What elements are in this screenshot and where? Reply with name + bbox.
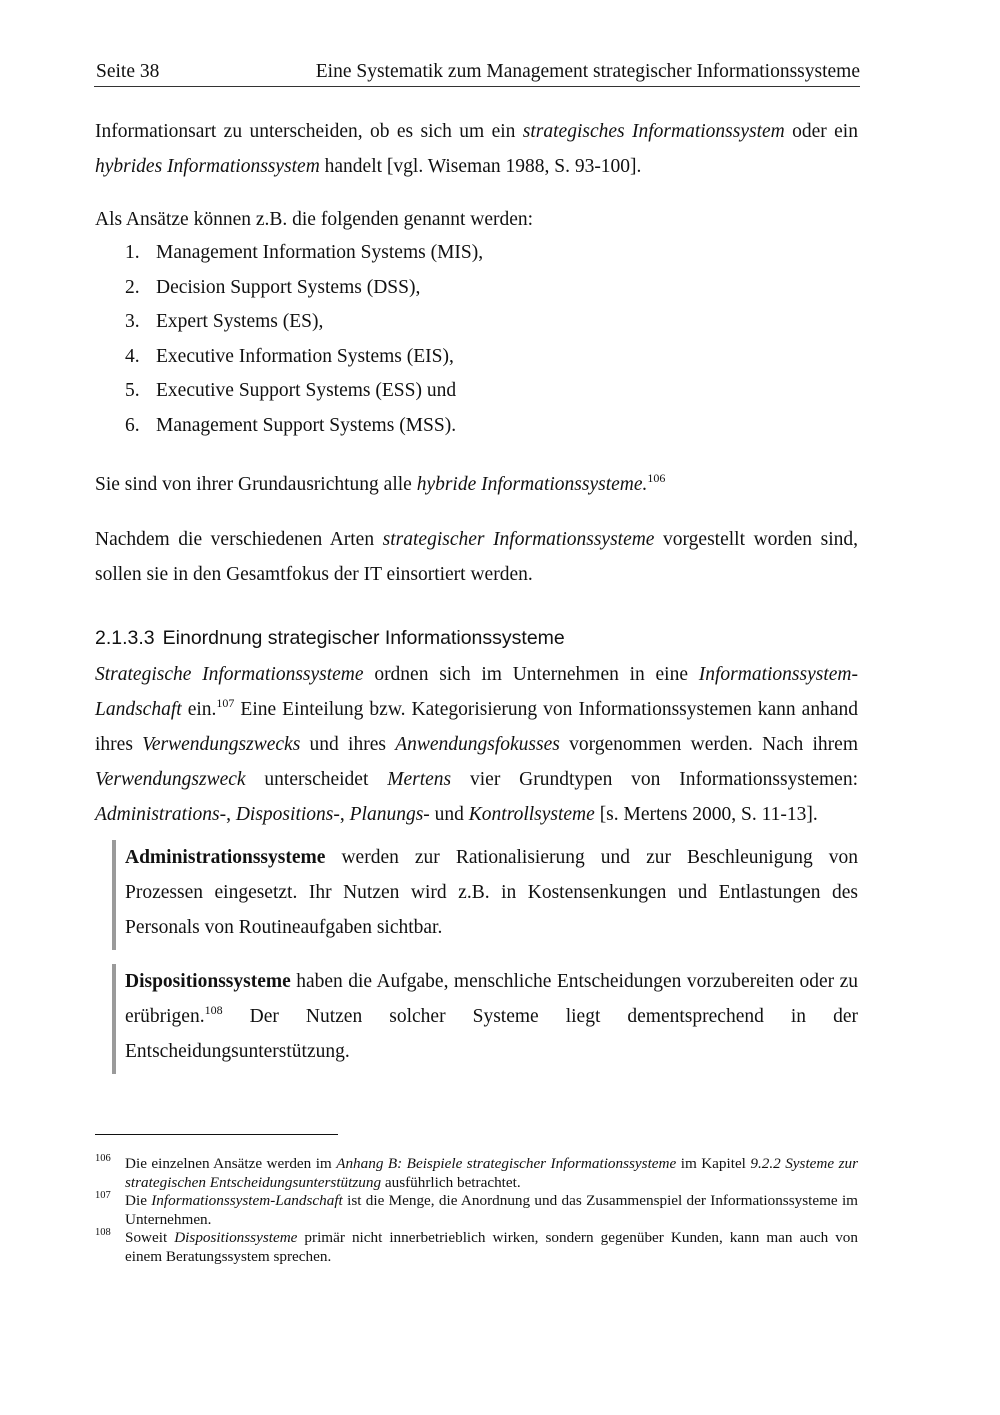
footnote-ref-106: 106 [647,471,666,485]
definition-box-disposition [112,964,858,1074]
list-item: 4. Executive Information Systems (EIS), [125,345,454,367]
approaches-intro: Als Ansätze können z.B. die folgenden genannt werden: [95,209,534,230]
list-item: 2. Decision Support Systems (DSS), [125,276,421,298]
footnote-107: 107 Die Informationssystem-Landschaft ist die Menge, die Anordnung und das Zusammenspiel der Informationssysteme im Unternehmen. [95,1190,858,1228]
list-item: 6. Management Support Systems (MSS). [125,414,457,436]
page-number: Seite 38 [96,61,160,82]
paragraph-information-type: Informationsart zu unterscheiden, ob es sich um ein strategisches Informationssystem oder ein hybrides Informationssystem handelt [vgl. Wiseman 1988, S. 93-100]. [95,121,858,177]
definition-text: Administrationssysteme werden zur Rationalisierung und zur Beschleunigung von Prozessen eingesetzt. Ihr Nutzen wird z.B. in Kostensenkungen und Entlastungen des Personals von Routineaufgaben sichtbar. [125,847,858,938]
footnote-ref-108: 108 [204,1003,223,1017]
footnote-ref-107: 107 [216,696,235,710]
paragraph-hybrid: Sie sind von ihrer Grundausrichtung alle hybride Informationssysteme.$^{106}$ [95,471,666,495]
definition-box-administration [112,840,858,950]
approaches-list [95,236,483,444]
footnotes [95,1155,858,1266]
list-item: 3. Expert Systems (ES), [125,311,324,333]
footnote-106: 106 Die einzelnen Ansätze werden im Anhang B: Beispiele strategischer Informationssysteme im Kapitel 9.2.2 Systeme zur strategischen Entscheidungsunterstützung ausführlich betrachtet. [95,1153,858,1191]
definition-text: Dispositionssysteme haben die Aufgabe, menschliche Entscheidungen vorzubereiten oder zu erübrigen.$^{108}$ Der Nutzen solcher Systeme liegt dementsprechend in der Entscheidungsunterstützung. [125,971,858,1062]
section-heading: 2.1.3.3 Einordnung strategischer Informationssysteme [95,627,565,649]
footnote-108: 108 Soweit Dispositionssysteme primär nicht innerbetrieblich wirken, sondern gegenüber Kunden, kann man auch von einem Beratungssystem sprechen. [95,1227,858,1265]
list-item: 1. Management Information Systems (MIS), [125,242,484,263]
list-item: 5. Executive Support Systems (ESS) und [125,380,457,402]
paragraph-classification: Strategische Informationssysteme ordnen sich im Unternehmen in eine Informationssystem-Landschaft ein.$^{107}$ Eine Einteilung bzw. Kategorisierung von Informationssystemen kann anhand ihres Verwendungszwecks und ihres Anwendungsfokusses vorgenommen werden. Nach ihrem Verwendungszweck unterscheidet Mertens vier Grundtypen von Informationssystemen: Administrations-, Dispositions-, Planungs- und Kontrollsysteme [s. Mertens 2000, S. 11-13]. [95,664,859,825]
paragraph-transition: Nachdem die verschiedenen Arten strategischer Informationssysteme vorgestellt worden sind, sollen sie in den Gesamtfokus der IT einsortiert werden. [95,529,858,585]
running-title: Eine Systematik zum Management strategischer Informationssysteme [315,61,860,82]
footnote-divider [95,1134,338,1135]
page-header [94,58,860,87]
